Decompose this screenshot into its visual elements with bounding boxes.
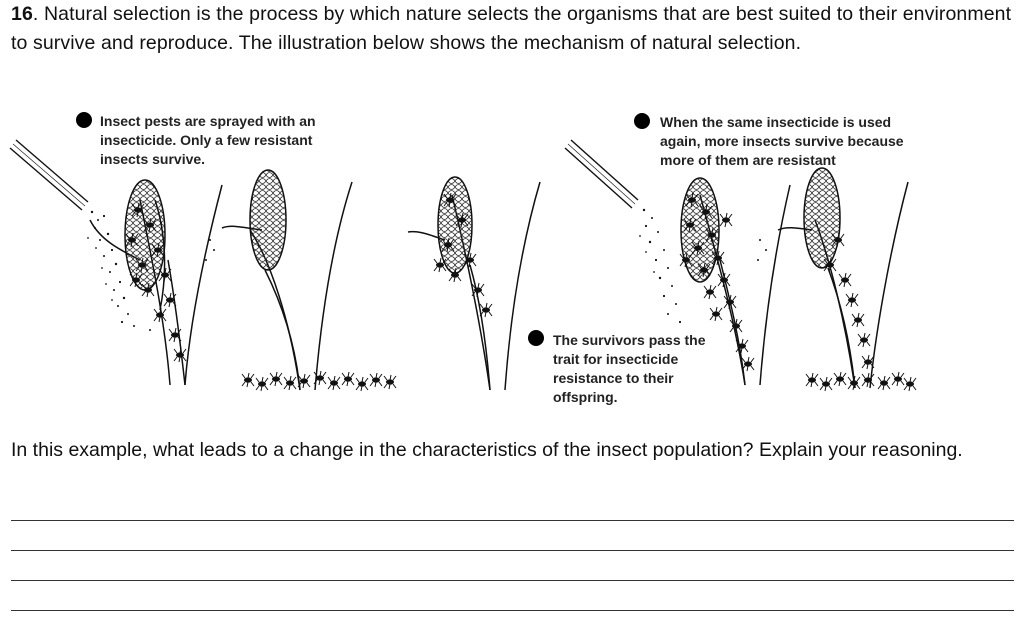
- corn-plant-2: [222, 170, 352, 390]
- answer-line-1[interactable]: [11, 520, 1014, 521]
- callout-bullet-2: [528, 330, 544, 346]
- question-intro: 16. Natural selection is the process by which nature selects the organisms that are best suited to their environment to survive and reproduce. The illustration below shows the mechanism of natural selection.: [11, 3, 1012, 54]
- callout-bullet-1: [76, 112, 92, 128]
- callout-bullet-3: [634, 113, 650, 129]
- callout-spray: Insect pests are sprayed with an insecticide. Only a few resistant insects survive.: [100, 113, 316, 167]
- question-intro-text: Natural selection is the process by which nature selects the organisms that are best suited to their environment to survive and reproduce. The illustration below shows the mechanism of natural selection.: [11, 3, 1012, 54]
- spray-nozzle-right: [565, 140, 638, 208]
- callout-resistance: When the same insecticide is used again, more insects survive because more of them are resistant: [660, 114, 904, 168]
- answer-line-3[interactable]: [11, 580, 1014, 581]
- answer-line-2[interactable]: [11, 550, 1014, 551]
- callout-survivors: The survivors pass the trait for insecticide resistance to their offspring.: [553, 332, 706, 405]
- corn-plant-3: [408, 177, 540, 390]
- question-prompt: In this example, what leads to a change in the characteristics of the insect population? Explain your reasoning.: [11, 439, 963, 461]
- dead-insects-ground-right: [806, 372, 916, 391]
- spray-nozzle-left: [10, 140, 88, 210]
- answer-line-4[interactable]: [11, 610, 1014, 611]
- natural-selection-illustration: [0, 100, 1029, 420]
- corn-plant-1: [90, 180, 222, 385]
- question-number: 16: [11, 3, 33, 25]
- dead-insects-ground-left: [242, 371, 396, 391]
